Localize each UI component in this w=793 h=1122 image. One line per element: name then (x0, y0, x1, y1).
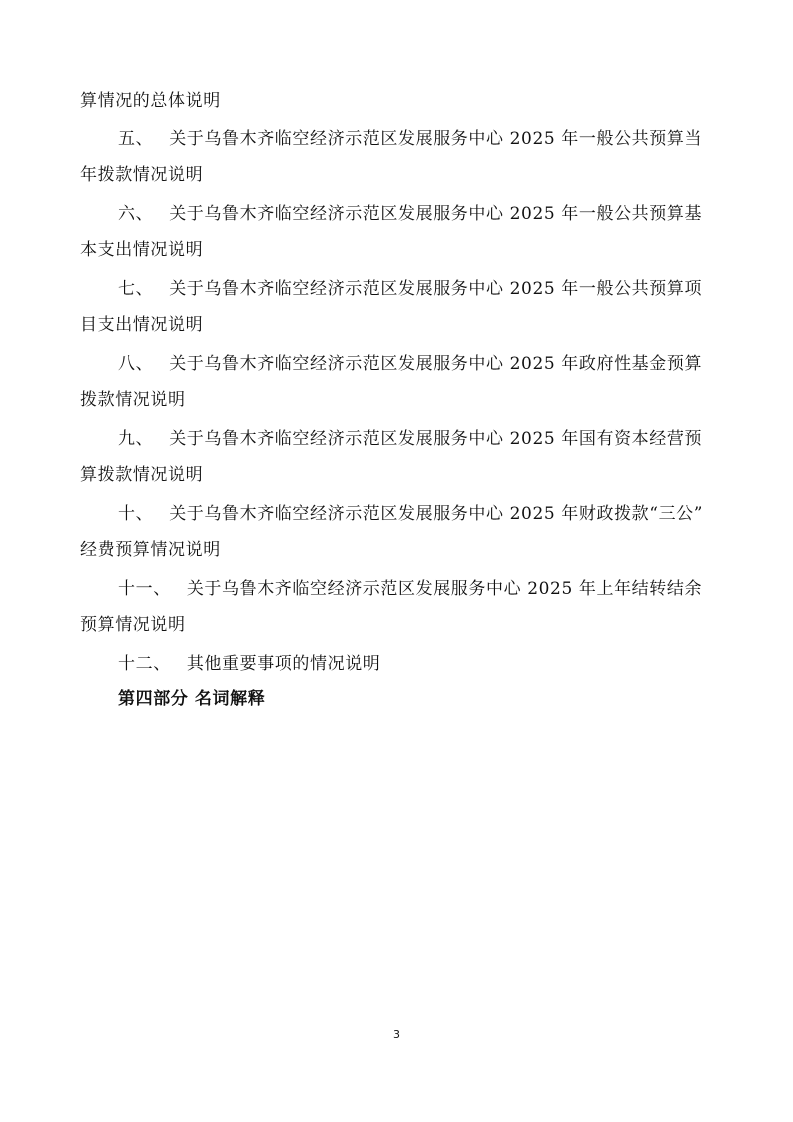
toc-item-6-continuation: 本支出情况说明 (80, 240, 204, 260)
toc-item-text: 关于乌鲁木齐临空经济示范区发展服务中心 2025 年一般公共预算当 (169, 129, 703, 149)
toc-item-number: 七、 (118, 279, 154, 299)
toc-item-7 (118, 278, 702, 300)
toc-item-number: 十、 (118, 504, 154, 524)
toc-item-text: 关于乌鲁木齐临空经济示范区发展服务中心 2025 年上年结转结余 (186, 579, 703, 599)
section-heading: 第四部分 名词解释 (118, 689, 266, 709)
toc-item-9-continuation: 算拨款情况说明 (80, 465, 204, 485)
toc-item-12 (118, 653, 380, 675)
toc-item-7-continuation: 目支出情况说明 (80, 315, 204, 335)
toc-item-text: 关于乌鲁木齐临空经济示范区发展服务中心 2025 年财政拨款“三公” (169, 504, 704, 524)
toc-item-number: 九、 (118, 429, 154, 449)
toc-item-number: 十一、 (118, 579, 171, 599)
toc-item-number: 十二、 (118, 654, 171, 674)
toc-item-text: 关于乌鲁木齐临空经济示范区发展服务中心 2025 年政府性基金预算 (169, 354, 703, 374)
toc-item-10-continuation: 经费预算情况说明 (80, 540, 221, 560)
toc-item-5 (118, 128, 702, 150)
toc-item-9 (118, 428, 702, 450)
toc-item-text: 关于乌鲁木齐临空经济示范区发展服务中心 2025 年国有资本经营预 (169, 429, 703, 449)
toc-item-number: 六、 (118, 204, 154, 224)
toc-item-text: 其他重要事项的情况说明 (186, 654, 381, 674)
toc-item-number: 八、 (118, 354, 154, 374)
toc-item-text: 关于乌鲁木齐临空经济示范区发展服务中心 2025 年一般公共预算项 (169, 279, 703, 299)
toc-item-11-continuation: 预算情况说明 (80, 615, 186, 635)
continuation-line: 算情况的总体说明 (80, 91, 221, 111)
toc-item-10 (118, 503, 703, 525)
toc-item-8-continuation: 拨款情况说明 (80, 390, 186, 410)
toc-item-6 (118, 203, 702, 225)
toc-item-11 (118, 578, 702, 600)
toc-item-number: 五、 (118, 129, 154, 149)
toc-item-5-continuation: 年拨款情况说明 (80, 165, 204, 185)
toc-item-text: 关于乌鲁木齐临空经济示范区发展服务中心 2025 年一般公共预算基 (169, 204, 703, 224)
page-number: 3 (393, 1028, 400, 1041)
toc-item-8 (118, 353, 702, 375)
